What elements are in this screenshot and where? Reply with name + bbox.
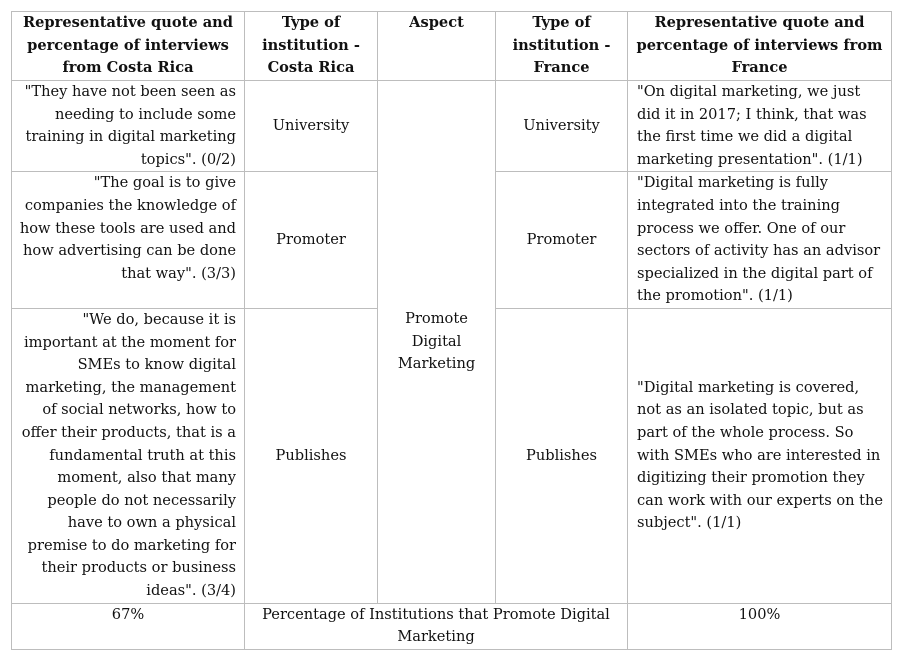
header-aspect: Aspect [378,12,496,81]
header-row [12,12,892,81]
cr-quote-cell: "The goal is to give companies the knowledge of how these tools are used and how advertising can be done that way". (3/3) [12,172,245,309]
header-cr-quote: Representative quote and percentage of interviews from Costa Rica [12,12,245,81]
fr-quote-cell: "On digital marketing, we just did it in 2017; I think, that was the first time we did a digital marketing presentation". (1/1) [628,81,892,172]
header-fr-quote: Representative quote and percentage of interviews from France [628,12,892,81]
fr-quote-cell: "Digital marketing is fully integrated into the training process we offer. One of our sectors of activity has an advisor specialized in the digital part of the promotion". (1/1) [628,172,892,309]
header-fr-type: Type of institution - France [496,12,628,81]
footer-row [12,603,892,649]
percentage-label: Percentage of Institutions that Promote Digital Marketing [245,603,628,649]
fr-type-cell: University [496,81,628,172]
cr-quote-cell: "They have not been seen as needing to include some training in digital marketing topics". (0/2) [12,81,245,172]
fr-type-cell: Publishes [496,308,628,603]
table-row [12,81,892,172]
fr-quote-cell: "Digital marketing is covered, not as an isolated topic, but as part of the whole process. So with SMEs who are interested in digitizing their promotion they can work with our experts on the subject". (1/1) [628,308,892,603]
cr-type-cell: University [245,81,378,172]
cr-quote-cell: "We do, because it is important at the moment for SMEs to know digital marketing, the management of social networks, how to offer their products, that is a fundamental truth at this moment, also that many people do not necessarily have to own a physical premise to do marketing for their products or business ideas". (3/4) [12,308,245,603]
comparison-table [11,11,892,650]
header-cr-type: Type of institution - Costa Rica [245,12,378,81]
cr-type-cell: Publishes [245,308,378,603]
cr-percentage: 67% [12,603,245,649]
fr-type-cell: Promoter [496,172,628,309]
aspect-cell: Promote Digital Marketing [378,81,496,604]
cr-type-cell: Promoter [245,172,378,309]
fr-percentage: 100% [628,603,892,649]
